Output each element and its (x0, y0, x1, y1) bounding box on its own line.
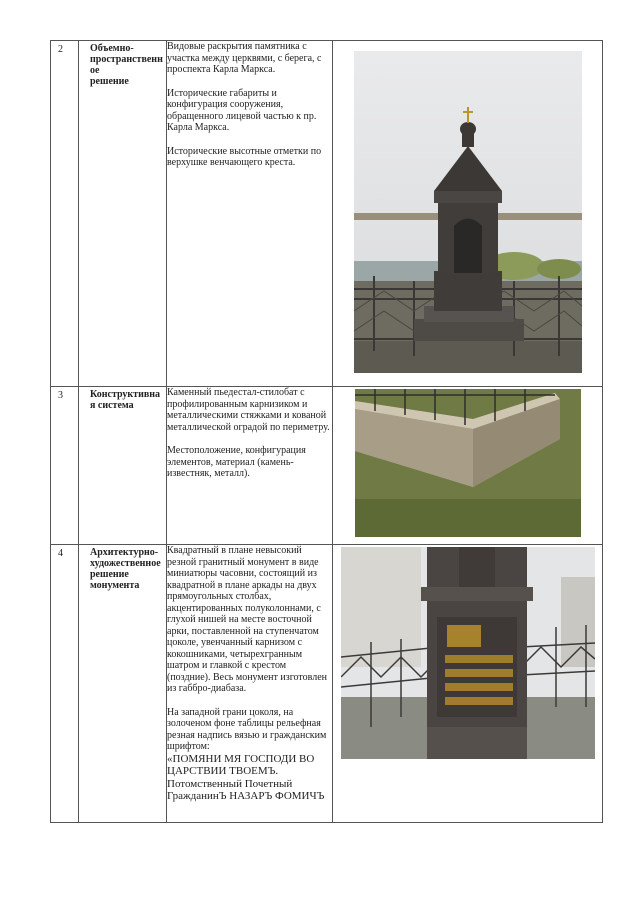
row-number: 2 (58, 44, 63, 55)
table-row (51, 545, 603, 823)
description-paragraph: Видовые раскрытия памятника с участка между церквями, с берега, с проспекта Карла Маркса. (167, 41, 322, 75)
pedestal-stylobate-photo (355, 389, 581, 537)
photo-cell (333, 545, 603, 823)
description-paragraph: «ПОМЯНИ МЯ ГОСПОДИ ВО ЦАРСТВИИ ТВОЕМЪ. Потомственный Почетный ГражданинЪ НАЗАРЪ ФОМИЧЪ (167, 752, 325, 802)
element-name: Архитектурно- художественное решение монумента (90, 547, 161, 591)
description-paragraph: Квадратный в плане невысокий резной гранитный монумент в виде миниатюры часовни, состоящий из квадратной в плане аркады на двух прямоугольных столбах, акцентированных полуколоннами, с глухой нишей на месте восточной арки, поставленной на ступенчатом цоколе, увенчанный карнизом с кокошниками, четырехгранным шатром и главкой с крестом (поздние). Весь монумент изготовлен из габбро-диабаза. (167, 545, 328, 694)
element-name-cell (79, 41, 167, 387)
description-paragraph: На западной грани цоколя, на золоченом фоне таблицы рельефная резная надпись вязью и гражданским шрифтом: (167, 706, 327, 752)
row-number-cell (51, 41, 79, 387)
photo-cell (333, 387, 603, 545)
row-number: 3 (58, 390, 63, 401)
description-paragraph: Исторические габариты и конфигурация сооружения, обращенного лицевой частью к пр. Карла Маркса. (167, 87, 317, 133)
description-cell (167, 387, 333, 545)
description-paragraph: Исторические высотные отметки по верхушке венчающего креста. (167, 145, 322, 168)
description-paragraph: Местоположение, конфигурация элементов, материал (камень-известняк, металл). (167, 445, 306, 479)
element-name-cell (79, 545, 167, 823)
table-row (51, 387, 603, 545)
monument-inscription-photo (341, 547, 595, 759)
element-name: Объемно- пространственн ое решение (90, 43, 163, 87)
row-number-cell (51, 387, 79, 545)
document-table (50, 40, 603, 823)
element-name: Конструктивна я система (90, 389, 161, 411)
photo-cell (333, 41, 603, 387)
description-cell (167, 545, 333, 823)
description-paragraph: Каменный пьедестал-стилобат с профилированным карнизиком и металлическими стяжками и кованой металлической оградой по периметру. (167, 387, 330, 433)
table-row (51, 41, 603, 387)
row-number-cell (51, 545, 79, 823)
row-number: 4 (58, 548, 63, 559)
description-cell (167, 41, 333, 387)
element-name-cell (79, 387, 167, 545)
monument-chapel-photo (354, 51, 582, 373)
